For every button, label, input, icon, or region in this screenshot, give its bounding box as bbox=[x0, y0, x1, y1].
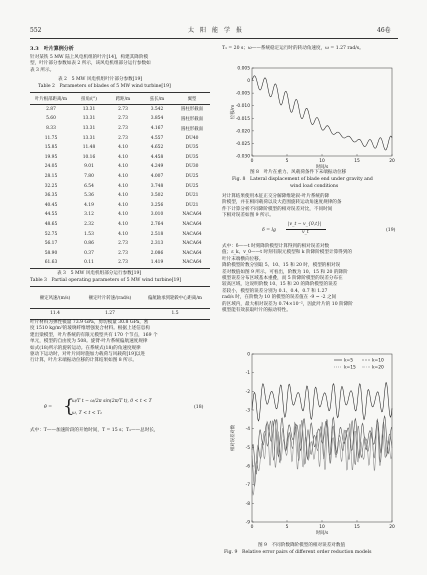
table-header: 偏航轴承到轮毂中心距离/m bbox=[148, 296, 202, 301]
table-header: 扭角/(°) bbox=[81, 96, 97, 102]
x-tick-label: 15 bbox=[354, 159, 360, 164]
page-number: 552 bbox=[30, 27, 42, 34]
table-cell: 2.87 bbox=[46, 106, 56, 112]
table-row bbox=[30, 181, 210, 191]
table-cell: DU35 bbox=[185, 145, 199, 151]
table-cell: 2.32 bbox=[84, 222, 94, 228]
text-line: 叶片末端横向位移。 bbox=[222, 256, 264, 262]
table-cell: 2.73 bbox=[118, 126, 128, 132]
table-cell: 4.10 bbox=[118, 222, 128, 228]
table-cell: 圆柱形截面 bbox=[181, 107, 203, 113]
text-line: 单元，模型的自由度为 508。旋臂-叶片系统偏航速度规律 bbox=[30, 339, 148, 345]
table-cell: NACA64 bbox=[182, 231, 202, 237]
plot-frame bbox=[252, 68, 392, 156]
table-cell: 4.10 bbox=[118, 154, 128, 160]
text-line: 件下计算分析不同降阶模型的相对误差对比，不同时间 bbox=[222, 206, 333, 212]
table-cell: 11.48 bbox=[82, 145, 96, 151]
table-cell: 2.764 bbox=[150, 222, 164, 228]
table-cell: 32.25 bbox=[44, 183, 58, 189]
table-cell: 4.10 bbox=[118, 231, 128, 237]
series-line bbox=[252, 76, 392, 150]
table-cell: DU30 bbox=[185, 164, 199, 170]
legend-label: k=20 bbox=[372, 365, 384, 371]
table-header: 额定风速/(m/s) bbox=[39, 296, 71, 301]
table-cell: 3.010 bbox=[150, 212, 164, 218]
table-cell: 4.10 bbox=[118, 174, 128, 180]
table-cell: 2.73 bbox=[118, 135, 128, 141]
table-cell: 1.5 bbox=[171, 311, 179, 317]
table-cell: 52.75 bbox=[44, 231, 58, 237]
table-cell: 圆柱形截面 bbox=[181, 116, 203, 122]
table-cell: 4.557 bbox=[150, 135, 164, 141]
y-tick-label: -0.010 bbox=[235, 104, 250, 110]
figure-9 bbox=[222, 346, 400, 541]
y-tick-label: -9 bbox=[245, 520, 250, 526]
x-tick-label: 15 bbox=[354, 525, 360, 530]
text-line: 建出梁模型，叶片系统的有限元模型共有 170 个节点，169 个 bbox=[30, 332, 158, 338]
legend-label: k=5 bbox=[344, 358, 354, 364]
table-cell: 0.11 bbox=[84, 260, 94, 266]
table-cell: 24.05 bbox=[44, 164, 58, 170]
table-cell: 4.007 bbox=[150, 174, 164, 180]
table-row bbox=[30, 201, 210, 211]
fraction-top: |v_t − v_{0,t}| bbox=[288, 222, 322, 227]
y-tick-label: -3 bbox=[245, 408, 250, 414]
y-tick-label: -2 bbox=[245, 389, 250, 395]
table-cell: DU35 bbox=[185, 154, 199, 160]
text-line: 的区域内，最大相对误差为 0.74×10⁻²，因此叶片的 10 阶降阶 bbox=[222, 301, 353, 307]
series-line bbox=[252, 383, 392, 421]
figure-8-caption-en: wind load conditions bbox=[290, 184, 339, 189]
table-cell: 4.167 bbox=[150, 126, 164, 132]
table-cell: 6.54 bbox=[84, 183, 94, 189]
table-cell: 13.31 bbox=[82, 116, 96, 122]
table-row bbox=[30, 220, 210, 230]
table-cell: 2.73 bbox=[118, 116, 128, 122]
table-row bbox=[30, 143, 210, 153]
table-cell: NACA64 bbox=[182, 222, 202, 228]
figure-9-caption-en: Fig. 9 Relative error pairs of different order reduction models bbox=[224, 550, 372, 555]
text-line: 表 3 所示。 bbox=[30, 67, 55, 73]
equation-case: ω/T t − ω/2π sin(2π/T t), 0 < t < T bbox=[72, 399, 152, 404]
table-cell: 48.65 bbox=[44, 222, 58, 228]
table-header: 翼型 bbox=[187, 96, 197, 102]
x-axis-label: 时间/s bbox=[315, 531, 329, 536]
table-cell: 2.086 bbox=[150, 250, 164, 256]
x-tick-label: 10 bbox=[319, 159, 325, 164]
table-cell: 1.419 bbox=[150, 260, 164, 266]
table-cell: 40.45 bbox=[44, 202, 58, 208]
table-header: 跨距/m bbox=[115, 96, 131, 102]
equation-18 bbox=[30, 395, 210, 423]
table-cell: DU25 bbox=[185, 183, 199, 189]
table-row bbox=[30, 133, 210, 143]
text-line: 度 1510 kg/m³的玻璃纤维增强复合材料。根据上述信息构 bbox=[30, 326, 150, 332]
y-tick-label: -8 bbox=[245, 501, 250, 507]
table-cell: 61.63 bbox=[44, 260, 58, 266]
x-axis-label: 时间/s bbox=[315, 165, 329, 170]
text-line: 降阶模型阶数分别取 5、10、15 和 20 时，模型的相对误 bbox=[222, 263, 341, 269]
table-cell: 3.542 bbox=[150, 106, 164, 112]
table-cell: 2.313 bbox=[150, 241, 164, 247]
table-cell: 3.12 bbox=[84, 212, 94, 218]
table-cell: 2.73 bbox=[118, 106, 128, 112]
text-line: 行计算，叶片未端振动位移的计算结果如图 8 所示。 bbox=[30, 358, 137, 364]
y-tick-label: -6 bbox=[245, 464, 250, 470]
x-tick-label: 5 bbox=[285, 525, 289, 530]
right-paragraph-2 bbox=[222, 244, 402, 314]
text-line: 差对数值如图 9 所示。可看出，阶数为 10、15 和 20 的降阶 bbox=[222, 269, 348, 275]
table-cell: 13.31 bbox=[82, 135, 96, 141]
text-line: 针对某铁 5 MW 陆上风电机组的叶片[14]，构建其降阶模 bbox=[30, 55, 149, 60]
table-cell: 4.10 bbox=[118, 202, 128, 208]
text-line: 值；ε_k、v_0——t 时刻有限元模型和 k 阶降阶模型计算得到的 bbox=[222, 250, 352, 256]
table-cell: 28.15 bbox=[44, 174, 58, 180]
y-tick-label: -0.015 bbox=[235, 116, 250, 122]
table-cell: 1.53 bbox=[84, 231, 94, 237]
table3-title: 表 3 5 MW 风电机组部分运行参数[19] bbox=[57, 271, 142, 276]
equation-case: ω, T < t < T₁ bbox=[72, 411, 103, 416]
right-paragraph bbox=[222, 194, 402, 220]
table-cell: 5.60 bbox=[46, 116, 56, 122]
table-cell: 36.35 bbox=[44, 193, 58, 199]
table-row bbox=[30, 162, 210, 172]
table2-subtitle: Table 2 Parameters of blades of 5 MW wind turbine[19] bbox=[38, 84, 171, 89]
table-cell: DU25 bbox=[185, 174, 199, 180]
x-tick-label: 10 bbox=[319, 525, 325, 530]
figure-9-caption: 图 9 不同阶数降阶模型的相对误差对数值 bbox=[258, 543, 346, 548]
text-line: 如式(18)所示的旋转运动。在系统式(18)的角速度规律 bbox=[30, 345, 141, 351]
y-tick-label: -7 bbox=[245, 483, 250, 489]
table-cell: 44.55 bbox=[44, 212, 58, 218]
table-cell: 4.10 bbox=[118, 212, 128, 218]
text-line: T₁ = 20 s；ω——系统稳定运行时的转动角速度，ω = 1.27 rad/s。 bbox=[222, 46, 364, 51]
section-heading: 3.3 叶片算例分析 bbox=[30, 46, 74, 52]
table-cell: 4.10 bbox=[118, 193, 128, 199]
table-cell: 圆柱形截面 bbox=[181, 126, 203, 132]
equation-lhs: θ̇ = bbox=[44, 405, 53, 410]
table-header: 弦长/m bbox=[149, 96, 165, 102]
y-tick-label: 0.005 bbox=[237, 66, 250, 72]
y-axis-label: 位移/m bbox=[231, 104, 236, 120]
equation-number: (18) bbox=[194, 405, 204, 410]
table-row bbox=[30, 258, 210, 268]
text-line: 型，叶片部分参数如表 2 所示，该风电机组部分运行参数如 bbox=[30, 61, 151, 67]
text-line: 下相对误差如图 9 所示。 bbox=[222, 213, 274, 219]
table-row bbox=[30, 172, 210, 182]
text-line: 式中：δ——t 时刻降阶模型计算得到的相对误差对数 bbox=[222, 244, 330, 249]
table-row bbox=[30, 229, 210, 239]
table-cell: 3.854 bbox=[150, 116, 164, 122]
text-line: 对计算结果使用本征正交分解降维轮叙-叶片系统的降 bbox=[222, 194, 330, 199]
table-cell: 4.10 bbox=[118, 164, 128, 170]
equation-19 bbox=[222, 222, 402, 242]
table-cell: 2.73 bbox=[118, 250, 128, 256]
table-row bbox=[30, 114, 210, 124]
table-header: 额定叶片转速/(rad/s) bbox=[88, 296, 132, 301]
table3 bbox=[30, 288, 210, 320]
table-cell: 0.37 bbox=[84, 250, 94, 256]
figure-8-caption-en: Fig. 8 Lateral displacement of blade end under gravity and bbox=[232, 177, 373, 182]
y-tick-label: -0.020 bbox=[235, 129, 250, 135]
x-tick-label: 0 bbox=[250, 525, 254, 530]
text-line: 叶片材料为弹性模量 73.9 GPa，剪切模量 30.8 GPa，密 bbox=[30, 320, 149, 325]
text-line: 差较小，模型的误差分别为 0.1、0.4、0.7 和 1.27 bbox=[222, 288, 328, 294]
figure-8-caption: 图 8 叶片在重力、风载荷条件下末端振动位移 bbox=[250, 170, 347, 175]
table-cell: 19.95 bbox=[44, 154, 58, 160]
table-row bbox=[30, 191, 210, 201]
table-cell: 3.502 bbox=[150, 193, 164, 199]
table-cell: 13.31 bbox=[82, 106, 96, 112]
table-cell: 15.85 bbox=[44, 145, 58, 151]
table-cell: 4.10 bbox=[118, 183, 128, 189]
table-cell: 56.17 bbox=[44, 241, 58, 247]
table-rule bbox=[30, 92, 210, 93]
text-line: 较高区域，这说明阶数 10、15 和 20 的降阶模型的误差 bbox=[222, 282, 338, 288]
table-cell: 0.86 bbox=[84, 241, 94, 247]
equation-number: (19) bbox=[386, 228, 396, 233]
table-cell: 2.73 bbox=[118, 260, 128, 266]
table-cell: 13.31 bbox=[82, 126, 96, 132]
table-cell: 4.19 bbox=[84, 202, 94, 208]
table-row bbox=[30, 210, 210, 220]
table-cell: 8.33 bbox=[46, 126, 56, 132]
x-tick-label: 20 bbox=[389, 525, 395, 530]
table-row bbox=[30, 153, 210, 163]
y-tick-label: -0.025 bbox=[235, 141, 250, 147]
table-header: 叶片根部距离/m bbox=[35, 96, 67, 102]
table-cell: 10.16 bbox=[82, 154, 96, 160]
text-line: 阶模型，并在相同载荷以及大范围旋转运动角速度规律的条 bbox=[222, 200, 342, 206]
y-tick-label: -0.005 bbox=[235, 91, 250, 97]
table-cell: DU40 bbox=[185, 135, 199, 141]
journal-name: 太 阳 能 学 报 bbox=[188, 27, 243, 34]
legend-label: k=10 bbox=[372, 358, 384, 364]
brace: { bbox=[63, 396, 75, 417]
y-tick-label: 0 bbox=[247, 352, 250, 358]
table-cell: 11.4 bbox=[50, 311, 60, 317]
figure-8 bbox=[222, 60, 400, 170]
table-cell: 3.748 bbox=[150, 183, 164, 189]
y-tick-label: -4 bbox=[245, 427, 250, 433]
table-cell: 1.27 bbox=[105, 311, 115, 317]
x-tick-label: 5 bbox=[285, 159, 289, 164]
table-cell: 58.90 bbox=[44, 250, 58, 256]
table-rule bbox=[30, 286, 210, 287]
x-tick-label: 0 bbox=[250, 159, 254, 164]
table-cell: NACA64 bbox=[182, 241, 202, 247]
table-row bbox=[30, 249, 210, 259]
fraction-bottom: v_t bbox=[302, 230, 309, 235]
table-cell: DU21 bbox=[185, 193, 199, 199]
x-tick-label: 20 bbox=[389, 159, 395, 164]
table3-subtitle: Table 3 Partial operating parameters of 5 MW wind turbine[19] bbox=[30, 278, 182, 283]
text-line: 模型误差分布区域基本重叠，而 5 阶降阶模型的误差分布在 bbox=[222, 276, 343, 282]
table-cell: 9.01 bbox=[84, 164, 94, 170]
table-cell: 4.458 bbox=[150, 154, 164, 160]
text-line: rad/s 时，在阶数为 10 的模型的误差值在 -9 ~ -2 之间 bbox=[222, 295, 337, 301]
y-tick-label: -0.030 bbox=[235, 154, 250, 160]
table-row bbox=[30, 124, 210, 134]
table-cell: 5.36 bbox=[84, 193, 94, 199]
table-cell: 3.256 bbox=[150, 202, 164, 208]
legend-label: k=15 bbox=[344, 365, 356, 371]
table-cell: 7.80 bbox=[84, 174, 94, 180]
table2 bbox=[30, 94, 210, 269]
y-axis-label: 相对误差对数 bbox=[231, 424, 236, 452]
equation-lhs: δ = lg bbox=[262, 228, 276, 233]
table-row bbox=[30, 239, 210, 249]
table-cell: 11.75 bbox=[44, 135, 58, 141]
body-paragraph bbox=[30, 320, 210, 365]
table-row bbox=[30, 104, 210, 114]
volume: 46卷 bbox=[377, 27, 391, 34]
y-tick-label: -1 bbox=[245, 371, 250, 377]
y-tick-label: 0 bbox=[247, 79, 250, 85]
table-cell: DU21 bbox=[185, 202, 199, 208]
table-cell: 4.652 bbox=[150, 145, 164, 151]
table-cell: 4.10 bbox=[118, 145, 128, 151]
intro-paragraph bbox=[30, 55, 210, 74]
table-cell: 2.73 bbox=[118, 241, 128, 247]
table-cell: 4.249 bbox=[150, 164, 164, 170]
text-line: 驱动下运动时，对叶片同时施加力载荷与风载荷[19]以进 bbox=[30, 352, 146, 358]
text-line: 式中：T——加速阶段的开始时间，T = 15 s；T₁——总时长， bbox=[30, 428, 159, 433]
y-tick-label: -5 bbox=[245, 445, 250, 451]
table2-title: 表 2 5 MW 风电机组叶片部分参数[19] bbox=[58, 77, 143, 82]
header-rule bbox=[30, 38, 398, 39]
table-cell: NACA64 bbox=[182, 260, 202, 266]
table-cell: 2.518 bbox=[150, 231, 164, 237]
table-cell: NACA64 bbox=[182, 212, 202, 218]
text-line: 模型能有效获取叶片的振动特性。 bbox=[222, 308, 291, 314]
table-cell: NACA64 bbox=[182, 250, 202, 256]
